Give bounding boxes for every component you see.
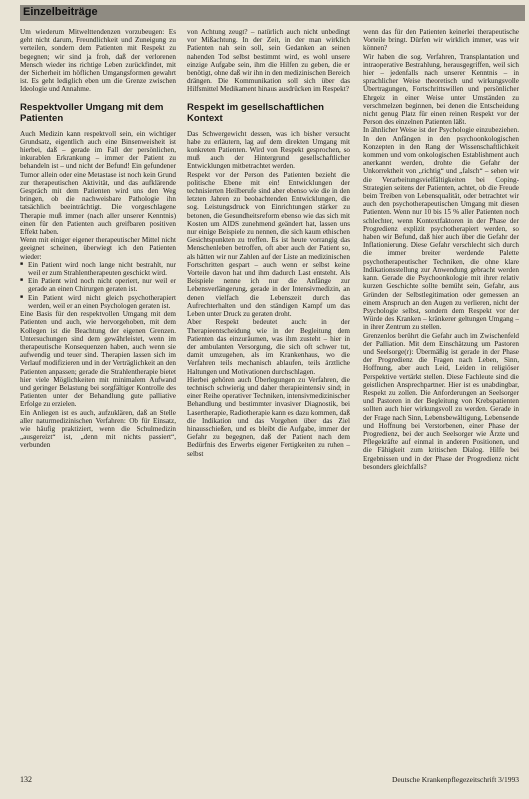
column-left-intro: Um wiederum Mitwelttendenzen vorzubeugen: Es geht nicht darum, Freundlichkeit und Zuneigung zu verteilen, sondern dem Patienten mit Respekt zu begegnen; wir sind ja froh, daß der verlorenen Mensch wieder ins richtige Leben zurückfindet, mit der Sicherheit im höflichen Umgangsformen gewahrt ist. Es geht lediglich eben um die Grenze zwischen Ideologie und Annahme. — [20, 28, 176, 94]
section-title: Einzelbeiträge — [23, 6, 98, 18]
bullet-item: ■ Ein Patient wird noch nicht operiert, nur weil er gerade an einen Chirurgen geraten ist. — [20, 277, 176, 293]
column-right-paragraph-3: Grenzenlos berührt die Gefahr auch im Zwischenfeld der Palliation. Mit dem Einschätzung um Pastoren und Seelsorge(r): Übermäßig ist gerade in der Phase der Progredienz die Fragen nach Leben, Sinn, Hoffnung, aber auch Leid, Leiden in religiöser Perspektive vertärkt stellen. Diese Fachleute sind die geistlichen Ansprechpartner. Hier ist es unabdingbar, Respekt zu zollen. Die Anforderungen an Seelsorger und Pastoren in der Begleitung von Krebspatienten sollten auch hier wirkungsvoll zu werden. Gerade in der Frage nach Sinn, Lebensbewältigung, Lebensende und Hoffnung bei Verstorbenen, einer Phase der Progredienz, bei der auch Seelsorger wie Ärzte und Pflegekräfte auf einmal in anderen Positionen, und die Fähigkeit zum kritischen Dialog. Hilfe bei Ergebnissen und in der Phase der Progredienz nicht besonders gleichfalls? — [363, 331, 519, 471]
page-number: 132 — [20, 775, 32, 784]
column-middle-paragraph-1: Das Schwergewicht dessen, was ich bisher versucht habe zu erläutern, lag auf dem direkten Umgang mit konkreten Patienten. Wird von Respekt gesprochen, so muß auch der Hintergrund gesellschaftlicher Entwicklungen mitbetrachtet werden. — [187, 129, 350, 171]
column-right — [363, 28, 519, 471]
heading-respekt-gesellschaft: Respekt im gesellschaftlichen Kontext — [187, 101, 325, 124]
column-right-paragraph-2: In ähnlicher Weise ist der Psychologie einzubeziehen. In den Anfängen in den psychoonkologischen Konzepten in den Rang der Wissenschaftlichkeit kommen und vom onkologischen Establishment auch anerkannt werden, drohte die Gefahr der Unkorrektheit von „richtig“ und „falsch“ – sehen wir die Verarbeitungsvielfältigkeiten bei Coping-Strategien seitens der Patienten, achtet, ob die Freude beim Treiben von Lebensqualität, oder betrachtet wir auch den psychotherapeutischen Umgang mit diesen Patienten. Wenn nur 10 bis 15 % aller Patienten noch schlechter, wenn Kontextfaktoren in der Phase der Progredienz explizit psychotherapiert werden, so haben wir Befund, daß hier auch über die Gefahr der Inflationierung. Diese Gefahr verschlecht sich durch die immer breiter werdende Palette psychotherapeutischer Techniken, die ohne klare Indikationsstellung zur Anwendung gebracht werden kann. Gerade die Psychoonkologie mit ihrer relativ kurzen Geschichte sollte bemüht sein, Gefahr, aus Gründen der Selbstlegitimation oder gemessen an einem Anspruch an den Augen zu verlieren, nicht der Psychologie selbst, sondern dem Respekt vor der Würde des Kranken – kränkerer geltungen Umgang – in ihrer Zentrum zu stellen. — [363, 126, 519, 332]
bullet-item: ■ Ein Patient wird nicht gleich psychotherapiert werden, weil er an einen Psychologen geraten ist. — [20, 294, 176, 310]
bullet-item: ■ Ein Patient wird noch lange nicht bestrahlt, nur weil er zum Strahlentherapeuten geschickt wird. — [20, 261, 176, 277]
column-middle — [187, 28, 350, 458]
column-right-intro: wenn das für den Patienten keinerlei therapeutische Vorteile bringt. Dürfen wir wirklich immer, was wir können? — [363, 28, 519, 53]
column-middle-paragraph-2: Respekt vor der Person des Patienten bezieht die politische Ebene mit ein! Entwicklungen der technisierten Heilberufe sind aber ebenso wie die in den letzten Jahren zu beobachtenden Entwicklungen, die sog. Leistungsdruck von Einrichtungen stärker zu betonen, die Gesundheitsreform ebenso wie das sich mit Kosten um AIDS zunehmend geändert hat, lassen uns nur einige Beispiele zu nennen, die sich kaum ethischen Gesichtspunkten zu treffen. Es ist heute vorrangig das Menschenleben betroffen, oft aber auch der Patient so, als hätten wir nur Zahlen auf der Liste an medizinischen Fortschritten gespart – auch wenn er selbst keine Vorteile davon hat und ihm dadurch Last entsteht. Als Beispiele nenne ich nur die Anfänge zur Lebensverlängerung, gerade in der Intensivmedizin, an denen vielfach die Lebenszeit durch das Aufrechterhalten und den ständigen Kampf um das Leben unter Druck zu geraten droht. — [187, 170, 350, 319]
journal-citation: Deutsche Krankenpflegezeitschrift 3/1993 — [391, 775, 519, 784]
column-right-paragraph-1: Wir haben die sog. Verfahren, Transplantation und intraoperative Bestrahlung, herausgegriffen, weil sich hier – jedenfalls nach unserer Kenntnis – in sprachlicher Weise theoretisch und wirkungsvolle Übertragungen, Fortschrittswillen und persönlicher Ehrgeiz in einer Weise unter Umständen zu verschmelzen beginnen, bei denen die Entscheidung nicht genug Platz für einen reinen Respekt vor der Person des einzelnen Patienten läßt. — [363, 52, 519, 127]
column-left-paragraph-2: Wenn mit einiger eigener therapeutischer Mittel nicht geeignet scheinen, überwiegt ich den Patienten wieder: — [20, 236, 176, 261]
heading-respektvoller-umgang: Respektvoller Umgang mit dem Patienten — [20, 101, 164, 124]
column-middle-paragraph-3: Aber Respekt bedeutet auch: in der Therapieentscheidung wie in der Begleitung dem Patienten das einzuräumen, was ihm zusteht – hier in der ambulanten Versorgung, die sich oft schwer tut, damit umzugehen, als im Krankenhaus, wo die Verfahren teils mechanisch ablaufen, teils ärztliche Haltungen und Motivationen durchschlagen. — [187, 318, 350, 376]
column-left — [20, 28, 176, 450]
column-middle-paragraph-4: Hierbei gehören auch Überlegungen zu Verfahren, die technisch schwierig und daher therapieintensiv sind; in einer Reihe operativer Techniken, intensivmedizinischer Behandlung und bestimmter invasiver Diagnostik, bei Lasertherapie, Radiotherapie kann es dazu kommen, daß die Indikation und das Vorgehen über das Ziel hinausschießen, und es bleibt die Aufgabe, immer der Gefahr zu begegnen, daß der Patient nach dem Bedürfnis des Erwerbs eigener Fertigkeiten zu ruhen – selbst — [187, 375, 350, 458]
section-header-bar — [20, 5, 525, 21]
column-left-paragraph-3: Eine Basis für den respektvollen Umgang mit dem Patienten und auch, wie hervorgehoben, mit dem Kollegen ist die Beachtung der eigenen Grenzen. Untersuchungen sind dem gewährleistet, wenn im therapeutische Konsequenzen haben, auch wenn sie aufwendig und teuer sind. Therapien lassen sich im Verlauf modifizieren und in der Verträglichkeit an den Patienten anpassen; gerade die Strahlentherapie bietet hier viele Möglichkeiten mit minimalem Aufwand und geringer Belastung bei sorgfältiger Kontrolle des Patienten unter der Behandlung gute palliative Erfolge zu erzielen. — [20, 310, 176, 409]
bullet-list — [20, 261, 176, 310]
column-left-paragraph-4: Ein Anliegen ist es auch, aufzuklären, daß an Stelle aller naturmedizinischen Verfahren: Ob für Einsatz, wie häufig praktiziert, wenn die Schulmedizin „ausgereizt“ ist, „denn mit nichts passiert“, verbunden — [20, 408, 176, 450]
column-left-paragraph-1: Auch Medizin kann respektvoll sein, ein wichtiger Grundsatz, eigentlich auch eine Binsenweisheit ist hierbei, daß – gerade im Fall der persönlichen, inkurablen Erkrankung – immer der Patient zu behandeln ist – und nicht der Befund! Ein gefundener Tumor allein oder eine Metastase ist noch kein Grund zur therapeutischen Aktivität, und das aufklärende Gespräch mit dem Patienten wird uns den Weg bringen, ob die nachweisbare Pathologie ihn tatsächlich beeinträchtigt. Die vorgeschlagene Therapie muß immer (nach aller unserer Kenntnis) einen für den Patienten auch greifbaren positiven Effekt haben. — [20, 129, 176, 237]
column-middle-intro: von Achtung zeugt? – natürlich auch nicht unbedingt vor Mißachtung. In der Zeit, in der man wirklich Patienten nah sein soll, sein Gedanken an seinen nahenden Tod selbst bestimmt wird, es wohl unsere einzige Aufgabe sein, ihm die Hilfen zu geben, die er benötigt, ohne daß wir ihn in den medizinischen Bereich drängen. Die Kommunikation soll sich über das Hilfsmittel Medikament hinaus ausdrücken im Respekt? — [187, 28, 350, 94]
